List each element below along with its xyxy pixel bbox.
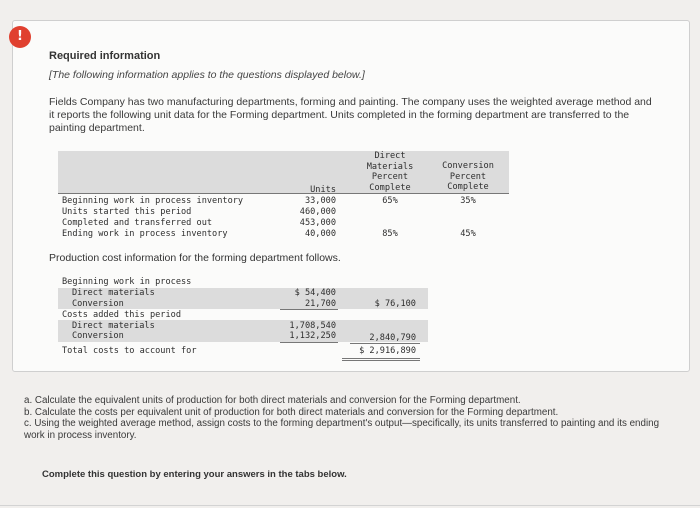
added-conv-value: 1,132,250 xyxy=(289,331,336,341)
units-row-units: 460,000 xyxy=(299,207,336,217)
bwip-total: $ 76,100 xyxy=(374,299,416,309)
units-row-label: Completed and transferred out xyxy=(62,218,213,228)
added-dm-label: Direct materials xyxy=(72,321,155,331)
added-total: 2,840,790 xyxy=(369,333,416,343)
units-row-units: 453,000 xyxy=(299,218,336,228)
units-row-units: 33,000 xyxy=(304,196,336,206)
added-dm-value: 1,708,540 xyxy=(289,321,336,331)
total-costs-value: $ 2,916,890 xyxy=(359,346,416,356)
units-row-conv: 35% xyxy=(460,196,476,206)
bwip-dm-label: Direct materials xyxy=(72,288,155,298)
questions-list xyxy=(24,395,674,441)
units-row-label: Beginning work in process inventory xyxy=(62,196,244,206)
cost-info-title: Production cost information for the forming department follows. xyxy=(49,252,341,264)
total-costs-label: Total costs to account for xyxy=(62,346,197,356)
bwip-dm-value: $ 54,400 xyxy=(294,288,336,298)
conversion-percent-header: Conversion Percent Complete xyxy=(442,161,494,192)
units-row-dm: 65% xyxy=(382,196,398,206)
required-info-title: Required information xyxy=(49,50,161,62)
units-row-conv: 45% xyxy=(460,229,476,239)
question-b: b. Calculate the costs per equivalent unit of production for both direct materials and conversion for the Forming department. xyxy=(24,406,559,418)
bwip-conv-value: 21,700 xyxy=(304,299,336,309)
bwip-label: Beginning work in process xyxy=(62,277,192,287)
units-row-dm: 85% xyxy=(382,229,398,239)
intro-paragraph: Fields Company has two manufacturing departments, forming and painting. The company uses the weighted average method and it reports the following unit data for the Forming department. Units completed in the forming department are transferred to the painting department. xyxy=(49,96,652,134)
units-header: Units xyxy=(310,185,336,195)
units-row-label: Units started this period xyxy=(62,207,192,217)
units-row-label: Ending work in process inventory xyxy=(62,229,228,239)
units-row-units: 40,000 xyxy=(304,229,336,239)
divider xyxy=(0,505,700,506)
added-conv-label: Conversion xyxy=(72,331,124,341)
dm-percent-header: Direct Materials Percent Complete xyxy=(366,151,414,193)
alert-icon: ! xyxy=(9,26,31,48)
tabs-instruction: Complete this question by entering your answers in the tabs below. xyxy=(42,469,347,480)
costs-added-label: Costs added this period xyxy=(62,310,181,320)
applies-note: [The following information applies to the questions displayed below.] xyxy=(49,69,365,81)
question-c: c. Using the weighted average method, assign costs to the forming department's output—specifically, its units transferred to painting and its ending work in process inventory. xyxy=(24,418,660,441)
bwip-conv-label: Conversion xyxy=(72,299,124,309)
question-a: a. Calculate the equivalent units of production for both direct materials and conversion for the Forming department. xyxy=(24,395,521,406)
